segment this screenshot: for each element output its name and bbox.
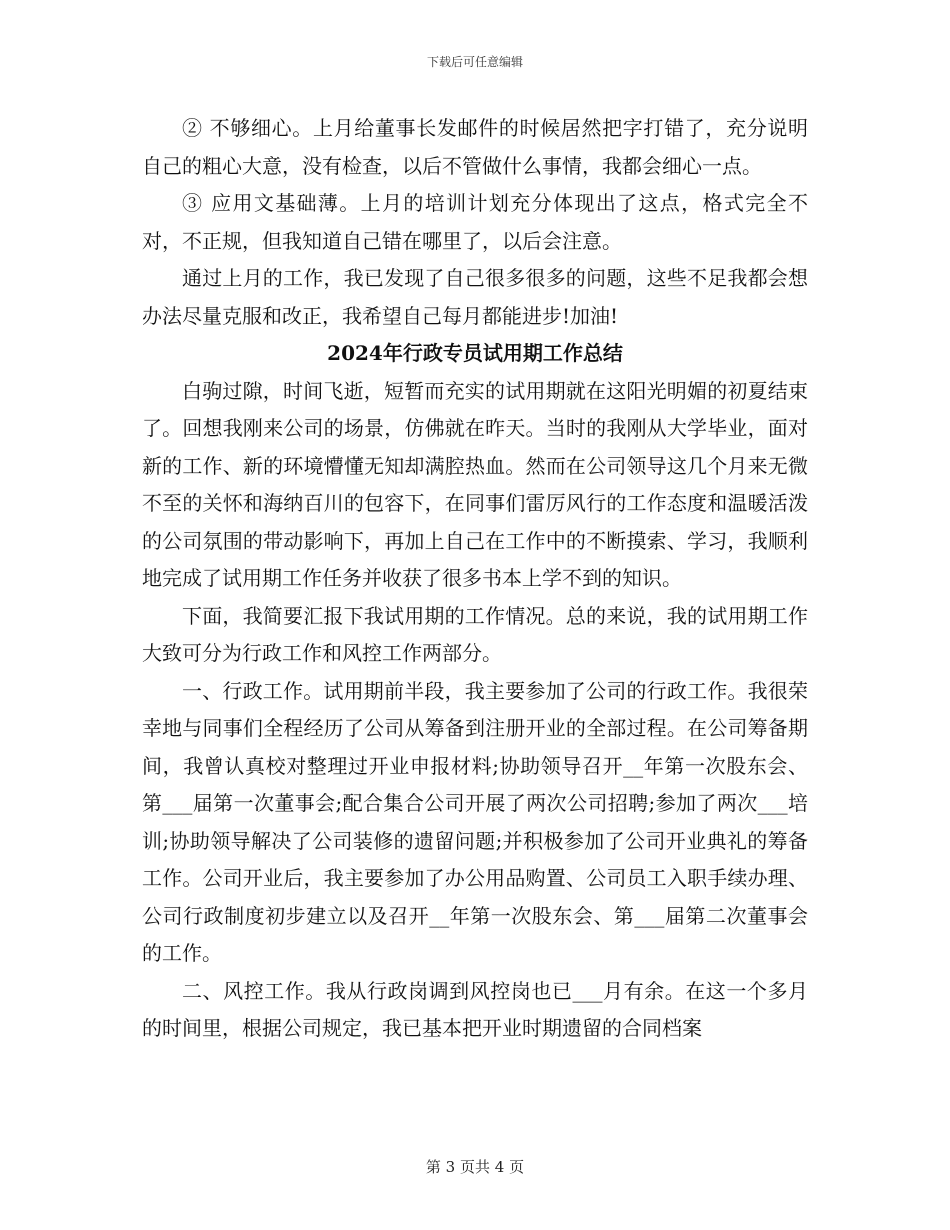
paragraph: ② 不够细心。上月给董事长发邮件的时候居然把字打错了，充分说明自己的粗心大意，没有检查，以后不管做什么事情，我都会细心一点。	[142, 116, 808, 178]
paragraph: 白驹过隙，时间飞逝，短暂而充实的试用期就在这阳光明媚的初夏结束了。回想我刚来公司的场景，仿佛就在昨天。当时的我刚从大学毕业，面对新的工作、新的环境懵懂无知却满腔热血。然而在公司领导这几个月来无微不至的关怀和海纳百川的包容下，在同事们雷厉风行的工作态度和温暖活泼的公司氛围的带动影响下，再加上自己在工作中的不断摸索、学习，我顺利地完成了试用期工作任务并收获了很多书本上学不到的知识。	[142, 378, 808, 590]
page-header: 下载后可任意编辑	[426, 55, 523, 69]
document-body	[142, 110, 808, 1048]
paragraph: 二、风控工作。我从行政岗调到风控岗也已___月有余。在这一个多月的时间里，根据公司规定，我已基本把开业时期遗留的合同档案	[142, 978, 808, 1040]
paragraph: ③ 应用文基础薄。上月的培训计划充分体现出了这点，格式完全不对，不正规，但我知道自己错在哪里了，以后会注意。	[142, 191, 808, 253]
paragraph: 下面，我简要汇报下我试用期的工作情况。总的来说，我的试用期工作大致可分为行政工作和风控工作两部分。	[142, 603, 808, 665]
paragraph: 一、行政工作。试用期前半段，我主要参加了公司的行政工作。我很荣幸地与同事们全程经历了公司从筹备到注册开业的全部过程。在公司筹备期间，我曾认真校对整理过开业申报材料;协助领导召开__年第一次股东会、第___届第一次董事会;配合集合公司开展了两次公司招聘;参加了两次___培训;协助领导解决了公司装修的遗留问题;并积极参加了公司开业典礼的筹备工作。公司开业后，我主要参加了办公用品购置、公司员工入职手续办理、公司行政制度初步建立以及召开__年第一次股东会、第___届第二次董事会的工作。	[142, 678, 808, 965]
page-number: 第 3 页共 4 页	[425, 1158, 525, 1176]
section-title: 2024年行政专员试用期工作总结	[327, 341, 623, 365]
paragraph: 通过上月的工作，我已发现了自己很多很多的问题，这些不足我都会想办法尽量克服和改正，我希望自己每月都能进步!加油!	[142, 266, 808, 328]
